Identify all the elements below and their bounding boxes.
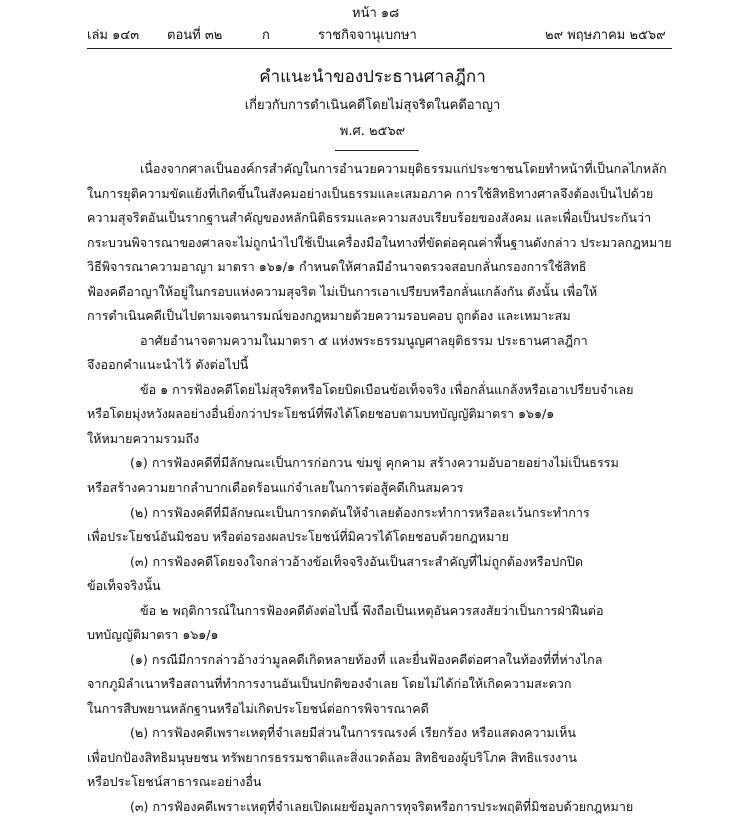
page-number: หน้า ๑๘ [352, 6, 400, 21]
publication-date: ๒๙ พฤษภาคม ๒๕๖๙ [545, 28, 666, 43]
body-line: หรือโดยมุ่งหวังผลอย่างอื่นยิ่งกว่าประโยชน์ที่พึงได้โดยชอบตามบทบัญญัติมาตรา ๑๖๑/๑ [87, 406, 555, 422]
item-line: (๓) การฟ้องคดีเพราะเหตุที่จำเลยเปิดเผยข้อมูลการทุจริตหรือการประพฤติที่มิชอบด้วยกฎหมาย [130, 799, 634, 814]
item-line: (๑) การฟ้องคดีที่มีลักษณะเป็นการก่อกวน ข่มขู่ คุกคาม สร้างความอับอายอย่างไม่เป็นธรรม [130, 455, 619, 471]
kor-label: ก [262, 28, 270, 43]
body-line: วิธีพิจารณาความอาญา มาตรา ๑๖๑/๑ กำหนดให้ศาลมีอำนาจตรวจสอบกลั่นกรองการใช้สิทธิ [87, 259, 587, 275]
document-title: คำแนะนำของประธานศาลฎีกา [259, 67, 486, 87]
gazette-name: ราชกิจจานุเบกษา [318, 28, 417, 43]
body-line: ในการยุติความขัดแย้งที่เกิดขึ้นในสังคมอย่างเป็นธรรมและเสมอภาค การใช้สิทธิทางศาลจึงต้องเป็นไปด้วย [87, 185, 654, 201]
body-line: กระบวนพิจารณาของศาลจะไม่ถูกนำไปใช้เป็นเครื่องมือในทางที่ขัดต่อคุณค่าพื้นฐานดังกล่าว ประมวลกฎหมาย [87, 234, 672, 250]
body-line: หรือสร้างความยากลำบากเดือดร้อนแก่จำเลยในการต่อสู้คดีเกินสมควร [87, 480, 464, 495]
body-line: ให้หมายความรวมถึง [87, 430, 200, 446]
section-label: ตอนที่ ๓๒ [167, 28, 223, 43]
body-line: เพื่อประโยชน์อันมิชอบ หรือต่อรองผลประโยชน์ที่มิควรได้โดยชอบด้วยกฎหมาย [87, 529, 509, 545]
body-line: จึงออกคำแนะนำไว้ ดังต่อไปนี้ [87, 357, 249, 373]
body-line: หรือประโยชน์สาธารณะอย่างอื่น [87, 774, 262, 790]
body-line: เนื่องจากศาลเป็นองค์กรสำคัญในการอำนวยความยุติธรรมแก่ประชาชนโดยทำหน้าที่เป็นกลไกหลัก [140, 161, 667, 176]
body-line: การดำเนินคดีเป็นไปตามเจตนารมณ์ของกฎหมายด้วยความรอบคอบ ถูกต้อง และเหมาะสม [87, 308, 571, 324]
body-line: ข้อเท็จจริงนั้น [87, 578, 161, 594]
volume-label: เล่ม ๑๔๓ [87, 28, 140, 43]
body-line: เพื่อปกป้องสิทธิมนุษยชน ทรัพยากรธรรมชาติและสิ่งแวดล้อม สิทธิของผู้บริโภค สิทธิแรงงาน [87, 749, 577, 765]
body-line: ความสุจริตอันเป็นรากฐานสำคัญของหลักนิติธรรมและความสงบเรียบร้อยของสังคม และเพื่อเป็นประกันว่า [87, 210, 652, 226]
body-line: บทบัญญัติมาตรา ๑๖๑/๑ [87, 627, 219, 643]
item-line: (๒) การฟ้องคดีที่มีลักษณะเป็นการกดดันให้จำเลยต้องกระทำการหรือละเว้นกระทำการ [130, 504, 590, 520]
item-line: (๓) การฟ้องคดีโดยจงใจกล่าวอ้างข้อเท็จจริงอันเป็นสาระสำคัญที่ไม่ถูกต้องหรือปกปิด [130, 553, 584, 569]
clause-1-line: ข้อ ๑ การฟ้องคดีโดยไม่สุจริตหรือโดยบิดเบือนข้อเท็จจริง เพื่อกลั่นแกล้งหรือเอาเปรียบจำเลย [140, 381, 634, 397]
clause-2-line: ข้อ ๒ พฤติการณ์ในการฟ้องคดีดังต่อไปนี้ พึงถือเป็นเหตุอันควรสงสัยว่าเป็นการฝ่าฝืนต่อ [140, 602, 604, 618]
item-line: (๒) การฟ้องคดีเพราะเหตุที่จำเลยมีส่วนในการรณรงค์ เรียกร้อง หรือแสดงความเห็น [130, 725, 577, 741]
document-subtitle: เกี่ยวกับการดำเนินคดีโดยไม่สุจริตในคดีอาญา [244, 98, 501, 113]
body-line: จากภูมิลำเนาหรือสถานที่ทำการงานอันเป็นปกติของจำเลย โดยไม่ได้ก่อให้เกิดความสะดวก [87, 676, 572, 692]
document-year: พ.ศ. ๒๕๖๙ [339, 124, 406, 139]
body-line: ฟ้องคดีอาญาให้อยู่ในกรอบแห่งความสุจริต ไม่เป็นการเอาเปรียบหรือกลั่นแกล้งกัน ดังนั้น เพื่อให้ [87, 283, 598, 299]
body-line: อาศัยอำนาจตามความในมาตรา ๕ แห่งพระธรรมนูญศาลยุติธรรม ประธานศาลฎีกา [140, 332, 588, 348]
body-line: ในการสืบพยานหลักฐานหรือไม่เกิดประโยชน์ต่อการพิจารณาคดี [87, 700, 429, 716]
item-line: (๑) กรณีมีการกล่าวอ้างว่ามูลคดีเกิดหลายท้องที่ และยื่นฟ้องคดีต่อศาลในท้องที่ที่ห่างไกล [130, 651, 603, 667]
